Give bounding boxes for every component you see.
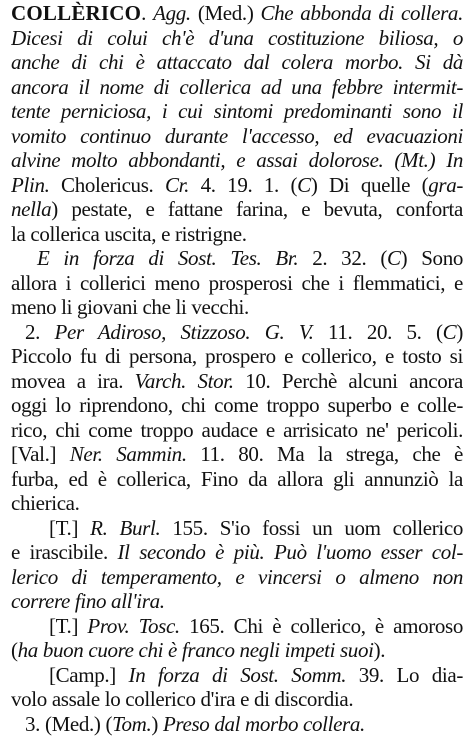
text-run: ) pestate, e fattane farina, e bevuta, conforta (51, 197, 463, 221)
text-run: [T.] (49, 516, 90, 540)
text-run: ). (374, 638, 386, 662)
entry-line (11, 222, 463, 247)
entry-line (11, 687, 463, 712)
entry-line (11, 663, 463, 688)
entry-line (11, 712, 463, 736)
entry-line (11, 320, 463, 345)
entry-line (11, 99, 463, 124)
text-run: 11. 80. Ma la strega, che è (187, 442, 463, 466)
italic-text: tente perniciosa, i cui sintomi predominanti sono il (11, 99, 463, 123)
italic-text: R. Burl. (90, 516, 160, 540)
text-run (216, 246, 230, 270)
text-run: ) (151, 712, 163, 736)
text-run: Cholericus. (50, 173, 165, 197)
entry-line (11, 50, 463, 75)
entry-line (11, 540, 463, 565)
entry-line (11, 75, 463, 100)
text-run: 39. Lo dia- (346, 663, 463, 687)
entry-line (11, 246, 463, 271)
italic-text: Che abbonda di collera. (261, 1, 464, 25)
text-run: ) Sono (401, 246, 463, 270)
entry-line (11, 467, 463, 492)
italic-text: Varch. Stor. (135, 369, 234, 393)
italic-text: Il secondo è più. Può l'uomo esser col- (118, 540, 464, 564)
italic-text: gra- (428, 173, 463, 197)
entry-line (11, 516, 463, 541)
italic-text: ancora il nome di collerica ad una febbre intermit- (11, 75, 463, 99)
text-run: 155. S'io fossi un uom collerico (160, 516, 463, 540)
italic-text: nella (11, 197, 51, 221)
entry-line (11, 442, 463, 467)
entry-line (11, 369, 463, 394)
italic-text: Prov. Tosc. (87, 614, 179, 638)
text-run: [Val.] (11, 442, 70, 466)
text-run: chierica. (11, 491, 80, 515)
italic-text: alvine molto abbondanti, e assai dolorose. (Mt.) In (11, 148, 463, 172)
entry-line (11, 344, 463, 369)
text-run: meno li giovani che li vecchi. (11, 295, 249, 319)
italic-text: C (297, 173, 311, 197)
entry-line (11, 148, 463, 173)
text-run: [Camp.] (49, 663, 129, 687)
text-run: la collerica uscita, e ristrigne. (11, 222, 247, 246)
entry-line (11, 393, 463, 418)
text-run: . (141, 1, 153, 25)
headword: COLLÈRICO (11, 1, 141, 25)
italic-text: Agg. (153, 1, 191, 25)
italic-text: Ner. Sammin. (70, 442, 187, 466)
italic-text: C (387, 246, 401, 270)
text-run: rico, chi come troppo audace e arrisicato ne' pericoli. (11, 418, 463, 442)
italic-text: Tes. Br. (230, 246, 298, 270)
italic-text: In forza di Sost. Somm. (129, 663, 347, 687)
text-run: oggi lo riprendono, chi come troppo superbo e colle- (11, 393, 463, 417)
italic-text: C (443, 320, 457, 344)
entry-line (11, 614, 463, 639)
italic-text: Per Adiroso, Stizzoso. (55, 320, 251, 344)
text-run: allora i collerici meno prosperosi che i flemmatici, e (11, 271, 463, 295)
entry-line (11, 26, 463, 51)
text-run: 165. Chi è collerico, è amoroso (180, 614, 463, 638)
text-run: Piccolo fu di persona, prospero e collerico, e tosto si (11, 344, 463, 368)
text-run: furba, ed è collerica, Fino da allora gli annunziò la (11, 467, 463, 491)
italic-text: anche di chi è attaccato dal colera morbo. Si dà (11, 50, 463, 74)
entry-line (11, 565, 463, 590)
entry-line (11, 197, 463, 222)
italic-text: Tom. (112, 712, 151, 736)
entry-line (11, 491, 463, 516)
text-run: e irascibile. (11, 540, 118, 564)
entry-line (11, 1, 463, 26)
text-run: [T.] (49, 614, 87, 638)
entry-line (11, 418, 463, 443)
italic-text: E in forza di Sost. (37, 246, 216, 270)
text-run: 11. 20. 5. ( (314, 320, 443, 344)
text-run: (Med.) (191, 1, 261, 25)
entry-line (11, 589, 463, 614)
text-run: 2. 32. ( (298, 246, 387, 270)
text-run: ) Di quelle ( (311, 173, 428, 197)
text-run: ( (11, 638, 18, 662)
italic-text: G. V. (265, 320, 314, 344)
italic-text: Preso dal morbo collera. (163, 712, 365, 736)
entry-line (11, 124, 463, 149)
entry-line (11, 271, 463, 296)
text-run: ) (456, 320, 463, 344)
text-run: 4. 19. 1. ( (189, 173, 297, 197)
italic-text: ha buon cuore chi è franco negli impeti suoi (18, 638, 374, 662)
text-run: 3. (Med.) ( (25, 712, 112, 736)
text-run: movea a ira. (11, 369, 135, 393)
entry-line (11, 638, 463, 663)
italic-text: vomito continuo durante l'accesso, ed evacuazioni (11, 124, 463, 148)
italic-text: correre fino all'ira. (11, 589, 165, 613)
italic-text: Plin. (11, 173, 50, 197)
entry-line (11, 295, 463, 320)
text-run: volo assale lo collerico d'ira e di discordia. (11, 687, 353, 711)
entry-line (11, 173, 463, 198)
italic-text: Dicesi di colui ch'è d'una costituzione biliosa, o (11, 26, 463, 50)
italic-text: Cr. (165, 173, 189, 197)
text-run: 10. Perchè alcuni ancora (234, 369, 463, 393)
italic-text: lerico di temperamento, e vincersi o almeno non (11, 565, 463, 589)
text-run (250, 320, 264, 344)
text-run: 2. (25, 320, 55, 344)
